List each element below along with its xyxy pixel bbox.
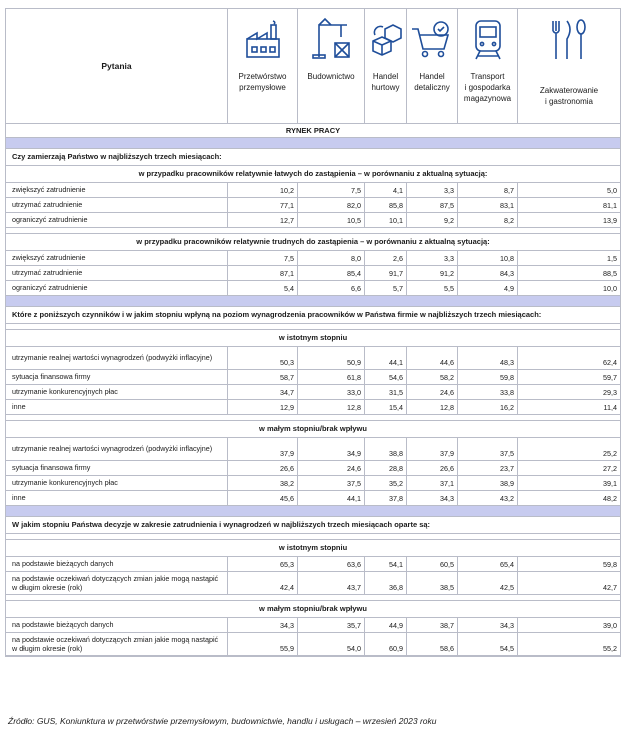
value-cell: 54,0: [298, 633, 365, 655]
value-cell: 6,6: [298, 281, 365, 295]
value-cell: 24,6: [298, 461, 365, 475]
value-cell: 34,3: [458, 618, 518, 632]
value-cell: 84,3: [458, 266, 518, 280]
construction-crane-icon: [309, 17, 353, 61]
value-cell: 10,0: [603, 284, 617, 293]
row-label: ograniczyć zatrudnienie: [6, 281, 228, 295]
value-cell: 34,3: [228, 618, 298, 632]
value-cell: 8,0: [298, 251, 365, 265]
table-row: [6, 347, 620, 370]
table-row: [6, 385, 620, 400]
sector-header: [407, 9, 458, 123]
value-cell: 83,1: [458, 198, 518, 212]
sector-label: Przetwórstwo przemysłowe: [238, 72, 287, 92]
value-cell: 38,8: [365, 438, 407, 460]
value-cell: 33,8: [458, 385, 518, 399]
table-row: [6, 251, 620, 266]
group-title: w istotnym stopniu: [6, 540, 620, 557]
value-cell: 10,8: [458, 251, 518, 265]
value-cell: 60,9: [365, 633, 407, 655]
row-label: zwiększyć zatrudnienie: [6, 183, 228, 197]
shopping-cart-icon: [410, 17, 454, 61]
row-group: [6, 347, 620, 415]
value-cell: 44,1: [298, 491, 365, 505]
value-cell: 42,5: [458, 572, 518, 594]
value-cell: 87,1: [228, 266, 298, 280]
value-cell: 37,9: [228, 438, 298, 460]
value-cell: 3,3: [407, 251, 458, 265]
value-cell: 28,8: [365, 461, 407, 475]
row-label: na podstawie bieżących danych: [6, 557, 228, 571]
value-cell: 4,1: [365, 183, 407, 197]
sector-header: [518, 9, 620, 123]
value-cell: 58,7: [228, 370, 298, 384]
value-cell: 43,2: [458, 491, 518, 505]
table-row: [6, 461, 620, 476]
section-divider: [6, 296, 620, 307]
value-cell: 48,3: [458, 347, 518, 369]
sector-header: [458, 9, 518, 123]
row-label: utrzymanie realnej wartości wynagrodzeń (podwyżki inflacyjne): [6, 438, 228, 460]
table-row: [6, 438, 620, 461]
sector-header: [365, 9, 407, 123]
value-cell: 54,5: [458, 633, 518, 655]
row-label: utrzymać zatrudnienie: [6, 266, 228, 280]
value-cell: 82,0: [298, 198, 365, 212]
table-row: [6, 198, 620, 213]
value-cell: 25,2: [603, 449, 617, 458]
row-label: na podstawie bieżących danych: [6, 618, 228, 632]
section-divider: [6, 138, 620, 149]
group-title: w przypadku pracowników relatywnie łatwych do zastąpienia – w porównaniu z aktualną sytuacją:: [6, 166, 620, 183]
value-cell: 38,9: [458, 476, 518, 490]
value-cell: 12,9: [228, 400, 298, 414]
value-cell: 11,4: [603, 403, 617, 412]
table-row: [6, 183, 620, 198]
row-label: utrzymanie konkurencyjnych płac: [6, 385, 228, 399]
data-table: [5, 8, 621, 657]
value-cell: 77,1: [228, 198, 298, 212]
value-cell: 7,5: [298, 183, 365, 197]
value-cell: 8,7: [458, 183, 518, 197]
value-cell: 58,2: [407, 370, 458, 384]
row-group: [6, 183, 620, 228]
value-cell: 61,8: [298, 370, 365, 384]
group-title: w przypadku pracowników relatywnie trudnych do zastąpienia – w porównaniu z aktualną sytuacją:: [6, 234, 620, 251]
row-label: na podstawie oczekiwań dotyczących zmian jakie mogą nastąpić w długim okresie (rok): [6, 572, 228, 594]
value-cell: 45,6: [228, 491, 298, 505]
group-title: w małym stopniu/brak wpływu: [6, 601, 620, 618]
group-title: w małym stopniu/brak wpływu: [6, 421, 620, 438]
value-cell: 12,8: [298, 400, 365, 414]
question-title: Które z poniższych czynników i w jakim stopniu wpłyną na poziom wynagrodzenia pracowników w Państwa firmie w najbliższych trzech miesiącach:: [6, 307, 620, 324]
row-group: [6, 251, 620, 296]
value-cell: 48,2: [603, 494, 617, 503]
table-row: [6, 281, 620, 296]
value-cell: 55,9: [228, 633, 298, 655]
value-cell: 91,7: [365, 266, 407, 280]
value-cell: 34,7: [228, 385, 298, 399]
row-label: sytuacja finansowa firmy: [6, 461, 228, 475]
sector-header: [228, 9, 298, 123]
value-cell: 62,4: [603, 358, 617, 367]
table-row: [6, 370, 620, 385]
value-cell: 91,2: [407, 266, 458, 280]
value-cell: 27,2: [603, 464, 617, 473]
value-cell: 58,6: [407, 633, 458, 655]
table-row: [6, 476, 620, 491]
table-row: [6, 266, 620, 281]
value-cell: 3,3: [407, 183, 458, 197]
value-cell: 12,7: [228, 213, 298, 227]
value-cell: 16,2: [458, 400, 518, 414]
value-cell: 34,3: [407, 491, 458, 505]
row-label: zwiększyć zatrudnienie: [6, 251, 228, 265]
value-cell: 5,0: [607, 186, 617, 195]
value-cell: 87,5: [407, 198, 458, 212]
source-note: Źródło: GUS, Koniunktura w przetwórstwie przemysłowym, budownictwie, handlu i usługach – wrzesień 2023 roku: [8, 716, 437, 726]
value-cell: 37,1: [407, 476, 458, 490]
question-title: Czy zamierzają Państwo w najbliższych trzech miesiącach:: [6, 149, 620, 166]
value-cell: 42,4: [228, 572, 298, 594]
value-cell: 54,1: [365, 557, 407, 571]
value-cell: 60,5: [407, 557, 458, 571]
value-cell: 4,9: [458, 281, 518, 295]
sector-header: [298, 9, 365, 123]
value-cell: 39,1: [603, 479, 617, 488]
value-cell: 81,1: [603, 201, 617, 210]
value-cell: 10,1: [365, 213, 407, 227]
value-cell: 5,5: [407, 281, 458, 295]
table-row: [6, 618, 620, 633]
value-cell: 65,4: [458, 557, 518, 571]
value-cell: 63,6: [298, 557, 365, 571]
value-cell: 33,0: [298, 385, 365, 399]
row-label: utrzymać zatrudnienie: [6, 198, 228, 212]
sector-label: Transport i gospodarka magazynowa: [463, 72, 512, 103]
value-cell: 9,2: [407, 213, 458, 227]
value-cell: 29,3: [603, 388, 617, 397]
sector-label: Budownictwo: [307, 72, 355, 81]
table-row: [6, 633, 620, 656]
row-group: [6, 438, 620, 506]
row-label: na podstawie oczekiwań dotyczących zmian jakie mogą nastąpić w długim okresie (rok): [6, 633, 228, 655]
row-label: utrzymanie konkurencyjnych płac: [6, 476, 228, 490]
value-cell: 12,8: [407, 400, 458, 414]
sector-label: Zakwaterowanie i gastronomia: [539, 86, 599, 106]
value-cell: 85,4: [298, 266, 365, 280]
row-label: ograniczyć zatrudnienie: [6, 213, 228, 227]
value-cell: 2,6: [365, 251, 407, 265]
value-cell: 85,8: [365, 198, 407, 212]
table-row: [6, 491, 620, 506]
section-title: RYNEK PRACY: [6, 124, 620, 138]
value-cell: 55,2: [603, 644, 617, 653]
value-cell: 7,5: [228, 251, 298, 265]
value-cell: 26,6: [228, 461, 298, 475]
value-cell: 8,2: [458, 213, 518, 227]
value-cell: 35,2: [365, 476, 407, 490]
question-column-header: Pytania: [6, 9, 228, 123]
value-cell: 42,7: [603, 583, 617, 592]
value-cell: 59,7: [603, 373, 617, 382]
value-cell: 37,5: [458, 438, 518, 460]
group-title: w istotnym stopniu: [6, 330, 620, 347]
value-cell: 23,7: [458, 461, 518, 475]
value-cell: 1,5: [607, 254, 617, 263]
value-cell: 50,9: [298, 347, 365, 369]
value-cell: 88,5: [603, 269, 617, 278]
value-cell: 38,5: [407, 572, 458, 594]
table-row: [6, 400, 620, 415]
value-cell: 34,9: [298, 438, 365, 460]
table-row: [6, 572, 620, 595]
value-cell: 36,8: [365, 572, 407, 594]
row-group: [6, 557, 620, 595]
train-icon: [466, 17, 510, 63]
row-label: inne: [6, 400, 228, 414]
row-label: inne: [6, 491, 228, 505]
value-cell: 10,2: [228, 183, 298, 197]
table-row: [6, 557, 620, 572]
value-cell: 5,7: [365, 281, 407, 295]
value-cell: 35,7: [298, 618, 365, 632]
value-cell: 43,7: [298, 572, 365, 594]
value-cell: 26,6: [407, 461, 458, 475]
table-row: [6, 213, 620, 228]
value-cell: 24,6: [407, 385, 458, 399]
value-cell: 38,2: [228, 476, 298, 490]
table-header: [6, 9, 620, 124]
value-cell: 44,1: [365, 347, 407, 369]
value-cell: 31,5: [365, 385, 407, 399]
boxes-icon: [369, 17, 403, 61]
value-cell: 37,9: [407, 438, 458, 460]
factory-icon: [241, 17, 285, 61]
value-cell: 5,4: [228, 281, 298, 295]
value-cell: 44,6: [407, 347, 458, 369]
value-cell: 38,7: [407, 618, 458, 632]
cutlery-icon: [545, 17, 593, 63]
value-cell: 50,3: [228, 347, 298, 369]
value-cell: 44,9: [365, 618, 407, 632]
value-cell: 59,8: [458, 370, 518, 384]
row-label: sytuacja finansowa firmy: [6, 370, 228, 384]
value-cell: 39,0: [603, 621, 617, 630]
row-label: utrzymanie realnej wartości wynagrodzeń (podwyżki inflacyjne): [6, 347, 228, 369]
value-cell: 65,3: [228, 557, 298, 571]
value-cell: 10,5: [298, 213, 365, 227]
sector-label: Handel detaliczny: [414, 72, 450, 92]
row-group: [6, 618, 620, 656]
value-cell: 13,9: [603, 216, 617, 225]
value-cell: 59,8: [603, 560, 617, 569]
value-cell: 37,5: [298, 476, 365, 490]
value-cell: 37,8: [365, 491, 407, 505]
value-cell: 15,4: [365, 400, 407, 414]
sector-label: Handel hurtowy: [371, 72, 400, 92]
value-cell: 54,6: [365, 370, 407, 384]
question-title: W jakim stopniu Państwa decyzje w zakresie zatrudnienia i wynagrodzeń w najbliższych trzech miesiącach oparte są:: [6, 517, 620, 534]
section-divider: [6, 506, 620, 517]
